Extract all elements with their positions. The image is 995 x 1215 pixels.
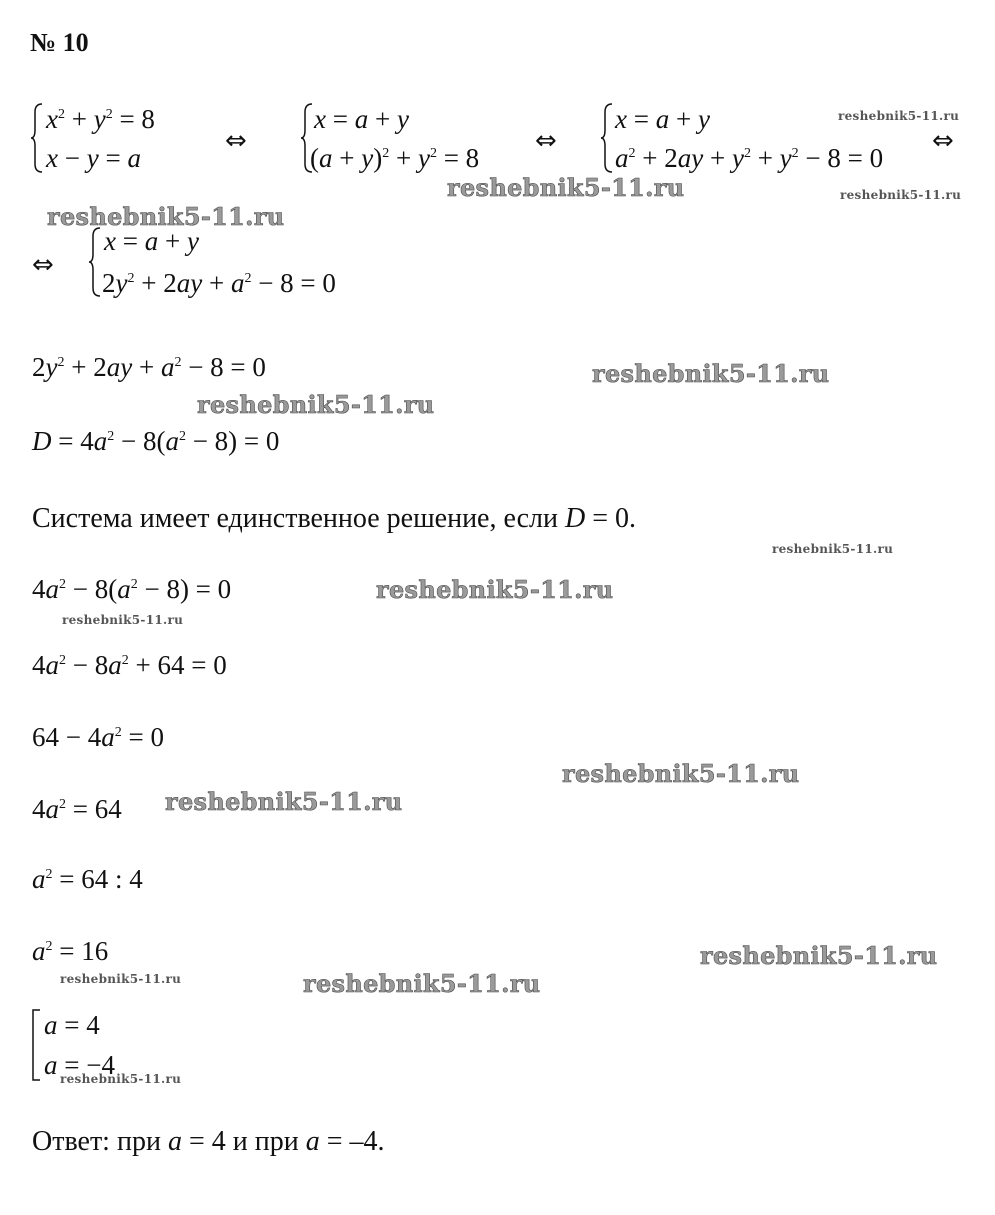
system4-row2: $2y^2 + 2ay + a^2 - 8 = 0$ [102, 268, 336, 298]
step-5: $a^2 = 64$ : 4 [32, 864, 143, 894]
watermark: reshebnik5-11.ru [60, 1072, 182, 1086]
equivalence-icon: ⇔ [535, 126, 557, 156]
watermark: reshebnik5-11.ru [772, 542, 894, 556]
problem-number: № 10 [30, 28, 89, 57]
watermark: reshebnik5-11.ru [47, 202, 285, 231]
system1-row2: x − y = a [46, 143, 141, 173]
watermark: reshebnik5-11.ru [562, 759, 800, 788]
watermark: reshebnik5-11.ru [303, 969, 541, 998]
answer-line: Ответ: при a = 4 и при a = –4. [32, 1126, 385, 1157]
watermark: reshebnik5-11.ru [62, 613, 184, 627]
watermark: reshebnik5-11.ru [197, 390, 435, 419]
system3-row1: x = a + y [615, 104, 710, 134]
watermark: reshebnik5-11.ru [376, 575, 614, 604]
root-2: a = −4 [44, 1050, 115, 1080]
discriminant-equation: $D = 4a^2 - 8(a^2 - 8) = 0$ [32, 426, 280, 456]
equivalence-icon: ⇔ [932, 126, 954, 156]
equivalence-icon: ⇔ [32, 250, 54, 280]
watermark: reshebnik5-11.ru [165, 787, 403, 816]
root-1: a = 4 [44, 1010, 100, 1040]
watermark: reshebnik5-11.ru [60, 972, 182, 986]
step-1: $4a^2 - 8(a^2 - 8) = 0$ [32, 574, 232, 604]
left-brace-icon [88, 226, 102, 298]
step-6: $a^2 = 16$ [32, 936, 109, 966]
system3-row2: $a^2 + 2ay + y^2 + y^2 - 8 = 0$ [615, 143, 884, 173]
watermark: reshebnik5-11.ru [700, 941, 938, 970]
watermark: reshebnik5-11.ru [447, 173, 685, 202]
step-3: $64 - 4a^2 = 0$ [32, 722, 164, 752]
step-2: $4a^2 - 8a^2 + 64 = 0$ [32, 650, 227, 680]
system2-row1: x = a + y [314, 104, 409, 134]
step-4: $4a^2 = 64$ [32, 794, 122, 824]
square-bracket-icon [30, 1008, 42, 1082]
condition-sentence: Система имеет единственное решение, если D = 0. [32, 503, 637, 534]
system1-row1: $x^2 + y^2 = 8$ [46, 104, 155, 134]
system2-row2: $(a + y)^2 + y^2 = 8$ [310, 143, 480, 173]
equivalence-icon: ⇔ [225, 126, 247, 156]
watermark: reshebnik5-11.ru [838, 109, 960, 123]
watermark: reshebnik5-11.ru [840, 188, 962, 202]
left-brace-icon [600, 102, 614, 174]
quadratic-equation: $2y^2 + 2ay + a^2 - 8 = 0$ [32, 352, 266, 382]
left-brace-icon [30, 102, 44, 174]
watermark: reshebnik5-11.ru [592, 359, 830, 388]
system4-row1: x = a + y [104, 226, 199, 256]
